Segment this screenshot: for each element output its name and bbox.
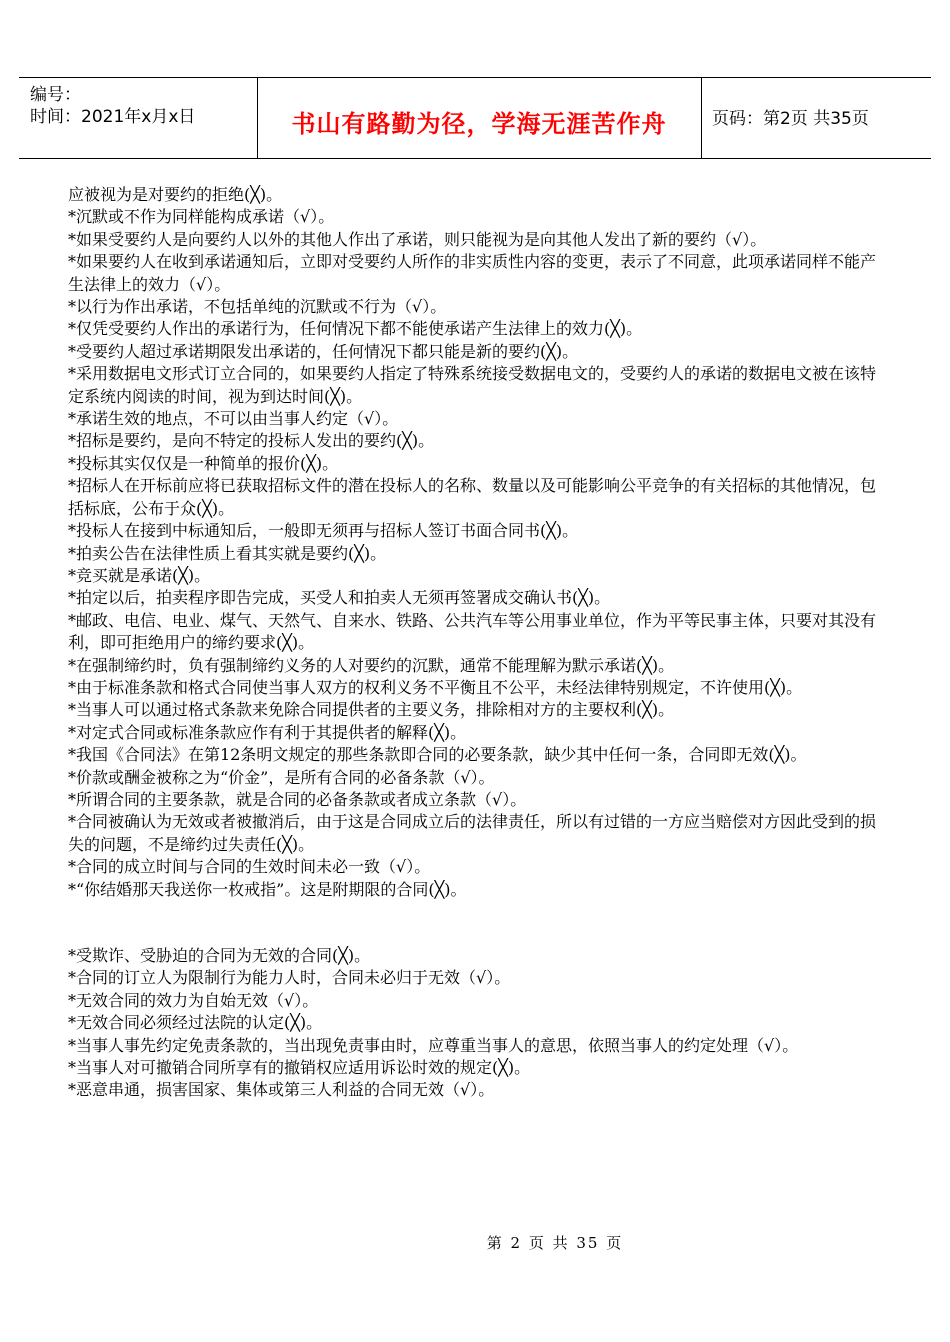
statement-item: *受要约人超过承诺期限发出承诺的，任何情况下都只能是新的要约(╳)。 — [68, 341, 579, 361]
header-motto-cell — [257, 78, 702, 158]
statement-item: *合同的订立人为限制行为能力人时，合同未必归于无效（√）。 — [68, 968, 511, 988]
statement-item: *投标其实仅仅是一种简单的报价(╳)。 — [68, 453, 339, 473]
statement-item: *无效合同的效力为自始无效（√）。 — [68, 990, 319, 1010]
statement-list-b — [68, 945, 888, 1102]
header-page-number: 页码：第2页 共35页 — [712, 109, 869, 129]
statement-item: *无效合同必须经过法院的认定(╳)。 — [68, 1013, 323, 1033]
header-left-cell — [19, 78, 258, 158]
section-gap — [68, 901, 888, 945]
statement-item: *当事人事先约定免责条款的，当出现免责事由时，应尊重当事人的意思，依照当事人的约定处理（√）。 — [68, 1035, 799, 1055]
document-number-label: 编号： — [30, 85, 81, 105]
statement-item: *沉默或不作为同样能构成承诺（√）。 — [68, 207, 335, 227]
statement-item: *价款或酬金被称之为“价金”，是所有合同的必备条款（√）。 — [68, 767, 495, 787]
statement-item: *招标人在开标前应将已获取招标文件的潜在投标人的名称、数量以及可能影响公平竞争的有关招标的其他情况，包括标底，公布于众(╳)。 — [68, 476, 877, 518]
statement-item: *邮政、电信、电业、煤气、天然气、自来水、铁路、公共汽车等公用事业单位，作为平等民事主体，只要对其没有利，即可拒绝用户的缔约要求(╳)。 — [68, 610, 877, 653]
statement-item: *恶意串通，损害国家、集体或第三人利益的合同无效（√）。 — [68, 1080, 495, 1100]
footer-page-number: 第 2 页 共 35 页 — [486, 1234, 624, 1252]
statement-item: *如果受要约人是向要约人以外的其他人作出了承诺，则只能视为是向其他人发出了新的要约（√）。 — [68, 229, 767, 249]
statement-item: *当事人可以通过格式条款来免除合同提供者的主要义务，排除相对方的主要权利(╳)。 — [68, 700, 675, 720]
statement-item: *采用数据电文形式订立合同的，如果要约人指定了特殊系统接受数据电文的，受要约人的承诺的数据电文被在该特定系统内阅读的时间，视为到达时间(╳)。 — [68, 364, 877, 406]
statement-item: *如果要约人在收到承诺通知后，立即对受要约人所作的非实质性内容的变更，表示了不同意，此项承诺同样不能产生法律上的效力（√）。 — [68, 252, 877, 294]
motto-text: 书山有路勤为径，学海无涯苦作舟 — [291, 110, 667, 138]
statement-item: *合同的成立时间与合同的生效时间未必一致（√）。 — [68, 857, 431, 877]
statement-item: *仅凭受要约人作出的承诺行为，任何情况下都不能使承诺产生法律上的效力(╳)。 — [68, 319, 643, 339]
page-header — [19, 77, 931, 159]
statement-item: *由于标准条款和格式合同使当事人双方的权利义务不平衡且不公平，未经法律特别规定，不许使用(╳)。 — [68, 677, 803, 697]
statement-item: *合同被确认为无效或者被撤消后，由于这是合同成立后的法律责任，所以有过错的一方应当赔偿对方因此受到的损失的问题，不是缔约过失责任(╳)。 — [68, 812, 877, 854]
statement-item: *以行为作出承诺，不包括单纯的沉默或不行为（√）。 — [68, 297, 447, 317]
statement-item: *招标是要约，是向不特定的投标人发出的要约(╳)。 — [68, 431, 435, 451]
statement-item: *我国《合同法》在第12条明文规定的那些条款即合同的必要条款，缺少其中任何一条，合同即无效(╳)。 — [68, 745, 807, 765]
statement-item: *受欺诈、受胁迫的合同为无效的合同(╳)。 — [68, 946, 371, 965]
document-time-label: 时间：2021年x月x日 — [30, 107, 196, 127]
statement-item: *“你结婚那天我送你一枚戒指”。这是附期限的合同(╳)。 — [68, 879, 467, 899]
statement-item: *投标人在接到中标通知后，一般即无须再与招标人签订书面合同书(╳)。 — [68, 521, 579, 541]
statement-item: *在强制缔约时，负有强制缔约义务的人对要约的沉默，通常不能理解为默示承诺(╳)。 — [68, 655, 675, 675]
statement-item: *对定式合同或标准条款应作有利于其提供者的解释(╳)。 — [68, 722, 467, 742]
header-page-cell — [701, 78, 931, 158]
statement-item: *拍卖公告在法律性质上看其实就是要约(╳)。 — [68, 543, 387, 563]
page-footer — [0, 1232, 950, 1253]
statement-list-a — [68, 184, 888, 901]
document-body — [68, 184, 888, 1102]
statement-item: *所谓合同的主要条款，就是合同的必备条款或者成立条款（√）。 — [68, 789, 527, 809]
statement-item: *承诺生效的地点，不可以由当事人约定（√）。 — [68, 409, 399, 429]
statement-item: *当事人对可撤销合同所享有的撤销权应适用诉讼时效的规定(╳)。 — [68, 1058, 531, 1078]
statement-item: *竞买就是承诺(╳)。 — [68, 565, 211, 585]
statement-item: 应被视为是对要约的拒绝(╳)。 — [68, 185, 283, 204]
statement-item: *拍定以后，拍卖程序即告完成，买受人和拍卖人无须再签署成交确认书(╳)。 — [68, 588, 611, 608]
